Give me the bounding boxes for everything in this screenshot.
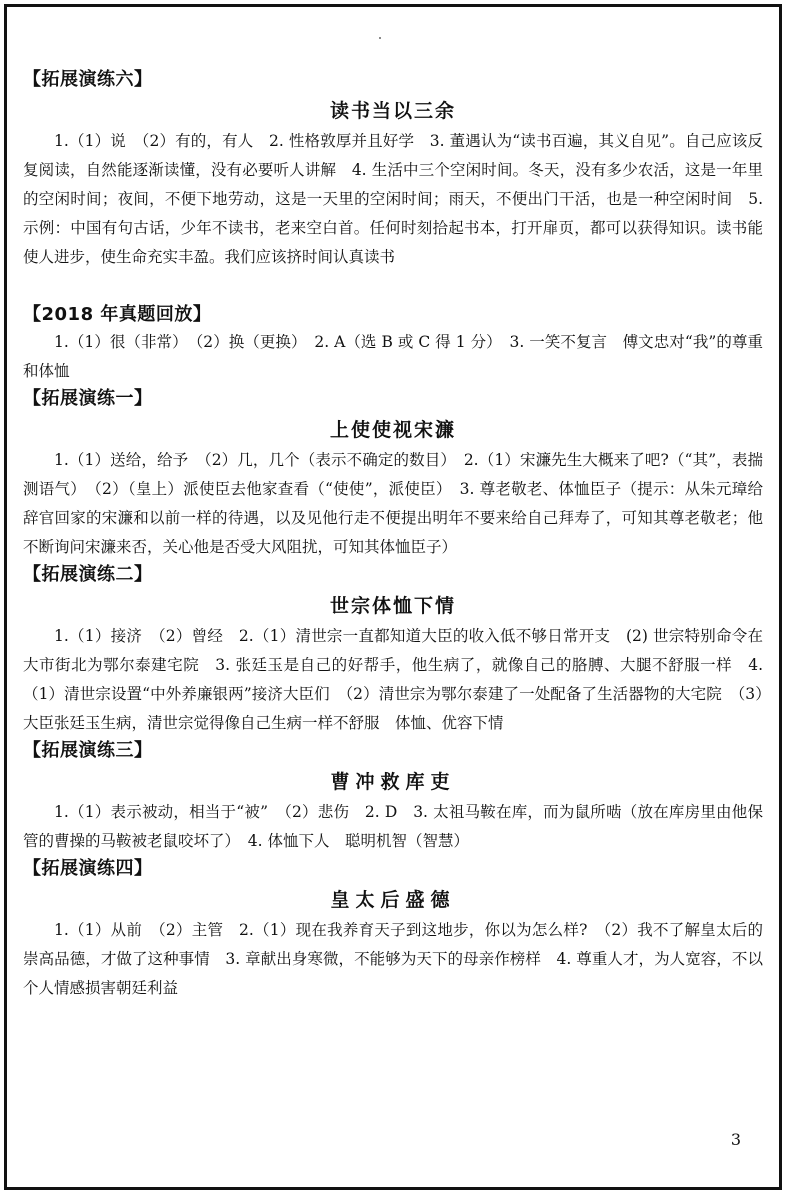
- answer-text: 1.（1）接济 （2）曾经 2.（1）清世宗一直都知道大臣的收入低不够日常开支 (2) 世宗特别命令在大市街北为鄂尔泰建宅院 3. 张廷玉是自己的好帮手，他生病了，就像自己的胳膊、大腿不舒服一样 4.（1）清世宗设置“中外养廉银两”接济大臣们 （2）清世宗为鄂尔泰建了一处配备了生活器物的大宅院 （3）大臣张廷玉生病，清世宗觉得像自己生病一样不舒服 体恤、优容下情: [23, 627, 763, 732]
- section-tuozhan-1: [23, 386, 763, 562]
- section-heading: 【拓展演练一】: [23, 388, 153, 409]
- answer-text: 1.（1）说 （2）有的，有人 2. 性格敦厚并且好学 3. 董遇认为“读书百遍，其义自见”。自己应该反复阅读，自然能逐渐读懂，没有必要听人讲解 4. 生活中三个空闲时间。冬天，没有多少农活，这是一年里的空闲时间；夜间，不便下地劳动，这是一天里的空闲时间；雨天，不便出门干活，也是一种空闲时间 5. 示例：中国有句古话，少年不读书，老来空白首。任何时刻拾起书本，打开扉页，都可以获得知识。读书能使人进步，使生命充实丰盈。我们应该挤时间认真读书: [23, 132, 763, 266]
- answer-content: [23, 67, 763, 1003]
- section-tuozhan-3: [23, 738, 763, 856]
- answer-text: 1.（1）从前 （2）主管 2.（1）现在我养育天子到这地步，你以为怎么样? （2）我不了解皇太后的崇高品德，才做了这种事情 3. 章献出身寒微，不能够为天下的母亲作榜样 4. 尊重人才，为人宽容，不以个人情感损害朝廷利益: [23, 921, 763, 997]
- scan-speck: [379, 37, 381, 39]
- article-title: 世宗体恤下情: [329, 595, 456, 617]
- section-tuozhan-6: [23, 67, 763, 272]
- section-tuozhan-4: [23, 856, 763, 1003]
- section-tuozhan-2: [23, 562, 763, 738]
- answer-text: 1.（1）送给，给予 （2）几，几个（表示不确定的数目） 2.（1）宋濂先生大概来了吧?（“其”，表揣测语气） （2）（皇上）派使臣去他家查看（“使使”，派使臣） 3. 尊老敬老、体恤臣子（提示：从朱元璋给辞官回家的宋濂和以前一样的待遇，以及见他行走不便提出明年不要来给自己拜寿了，可知其尊老敬老；他不断询问宋濂来否，关心他是否受大风阻扰，可知其体恤臣子）: [23, 451, 763, 556]
- section-heading: 【拓展演练四】: [23, 858, 153, 879]
- answer-text: 1.（1）表示被动，相当于“被” （2）悲伤 2. D 3. 太祖马鞍在库，而为鼠所啮（放在库房里由他保管的曹操的马鞍被老鼠咬坏了） 4. 体恤下人 聪明机智（智慧）: [23, 803, 763, 850]
- section-heading: 【拓展演练三】: [23, 740, 153, 761]
- section-heading: 【2018 年真题回放】: [23, 304, 212, 325]
- section-heading: 【拓展演练六】: [23, 69, 153, 90]
- page-number: 3: [730, 1130, 741, 1149]
- article-title: 曹冲救库吏: [330, 771, 456, 793]
- section-heading: 【拓展演练二】: [23, 564, 153, 585]
- article-title: 读书当以三余: [329, 100, 456, 122]
- page: [4, 4, 782, 1190]
- section-2018-exam: [23, 302, 763, 386]
- article-title: 上使使视宋濂: [329, 419, 456, 441]
- answer-text: 1.（1）很（非常） （2）换（更换） 2. A（选 B 或 C 得 1 分） 3. 一笑不复言 傅文忠对“我”的尊重和体恤: [23, 333, 763, 380]
- article-title: 皇太后盛德: [330, 889, 456, 911]
